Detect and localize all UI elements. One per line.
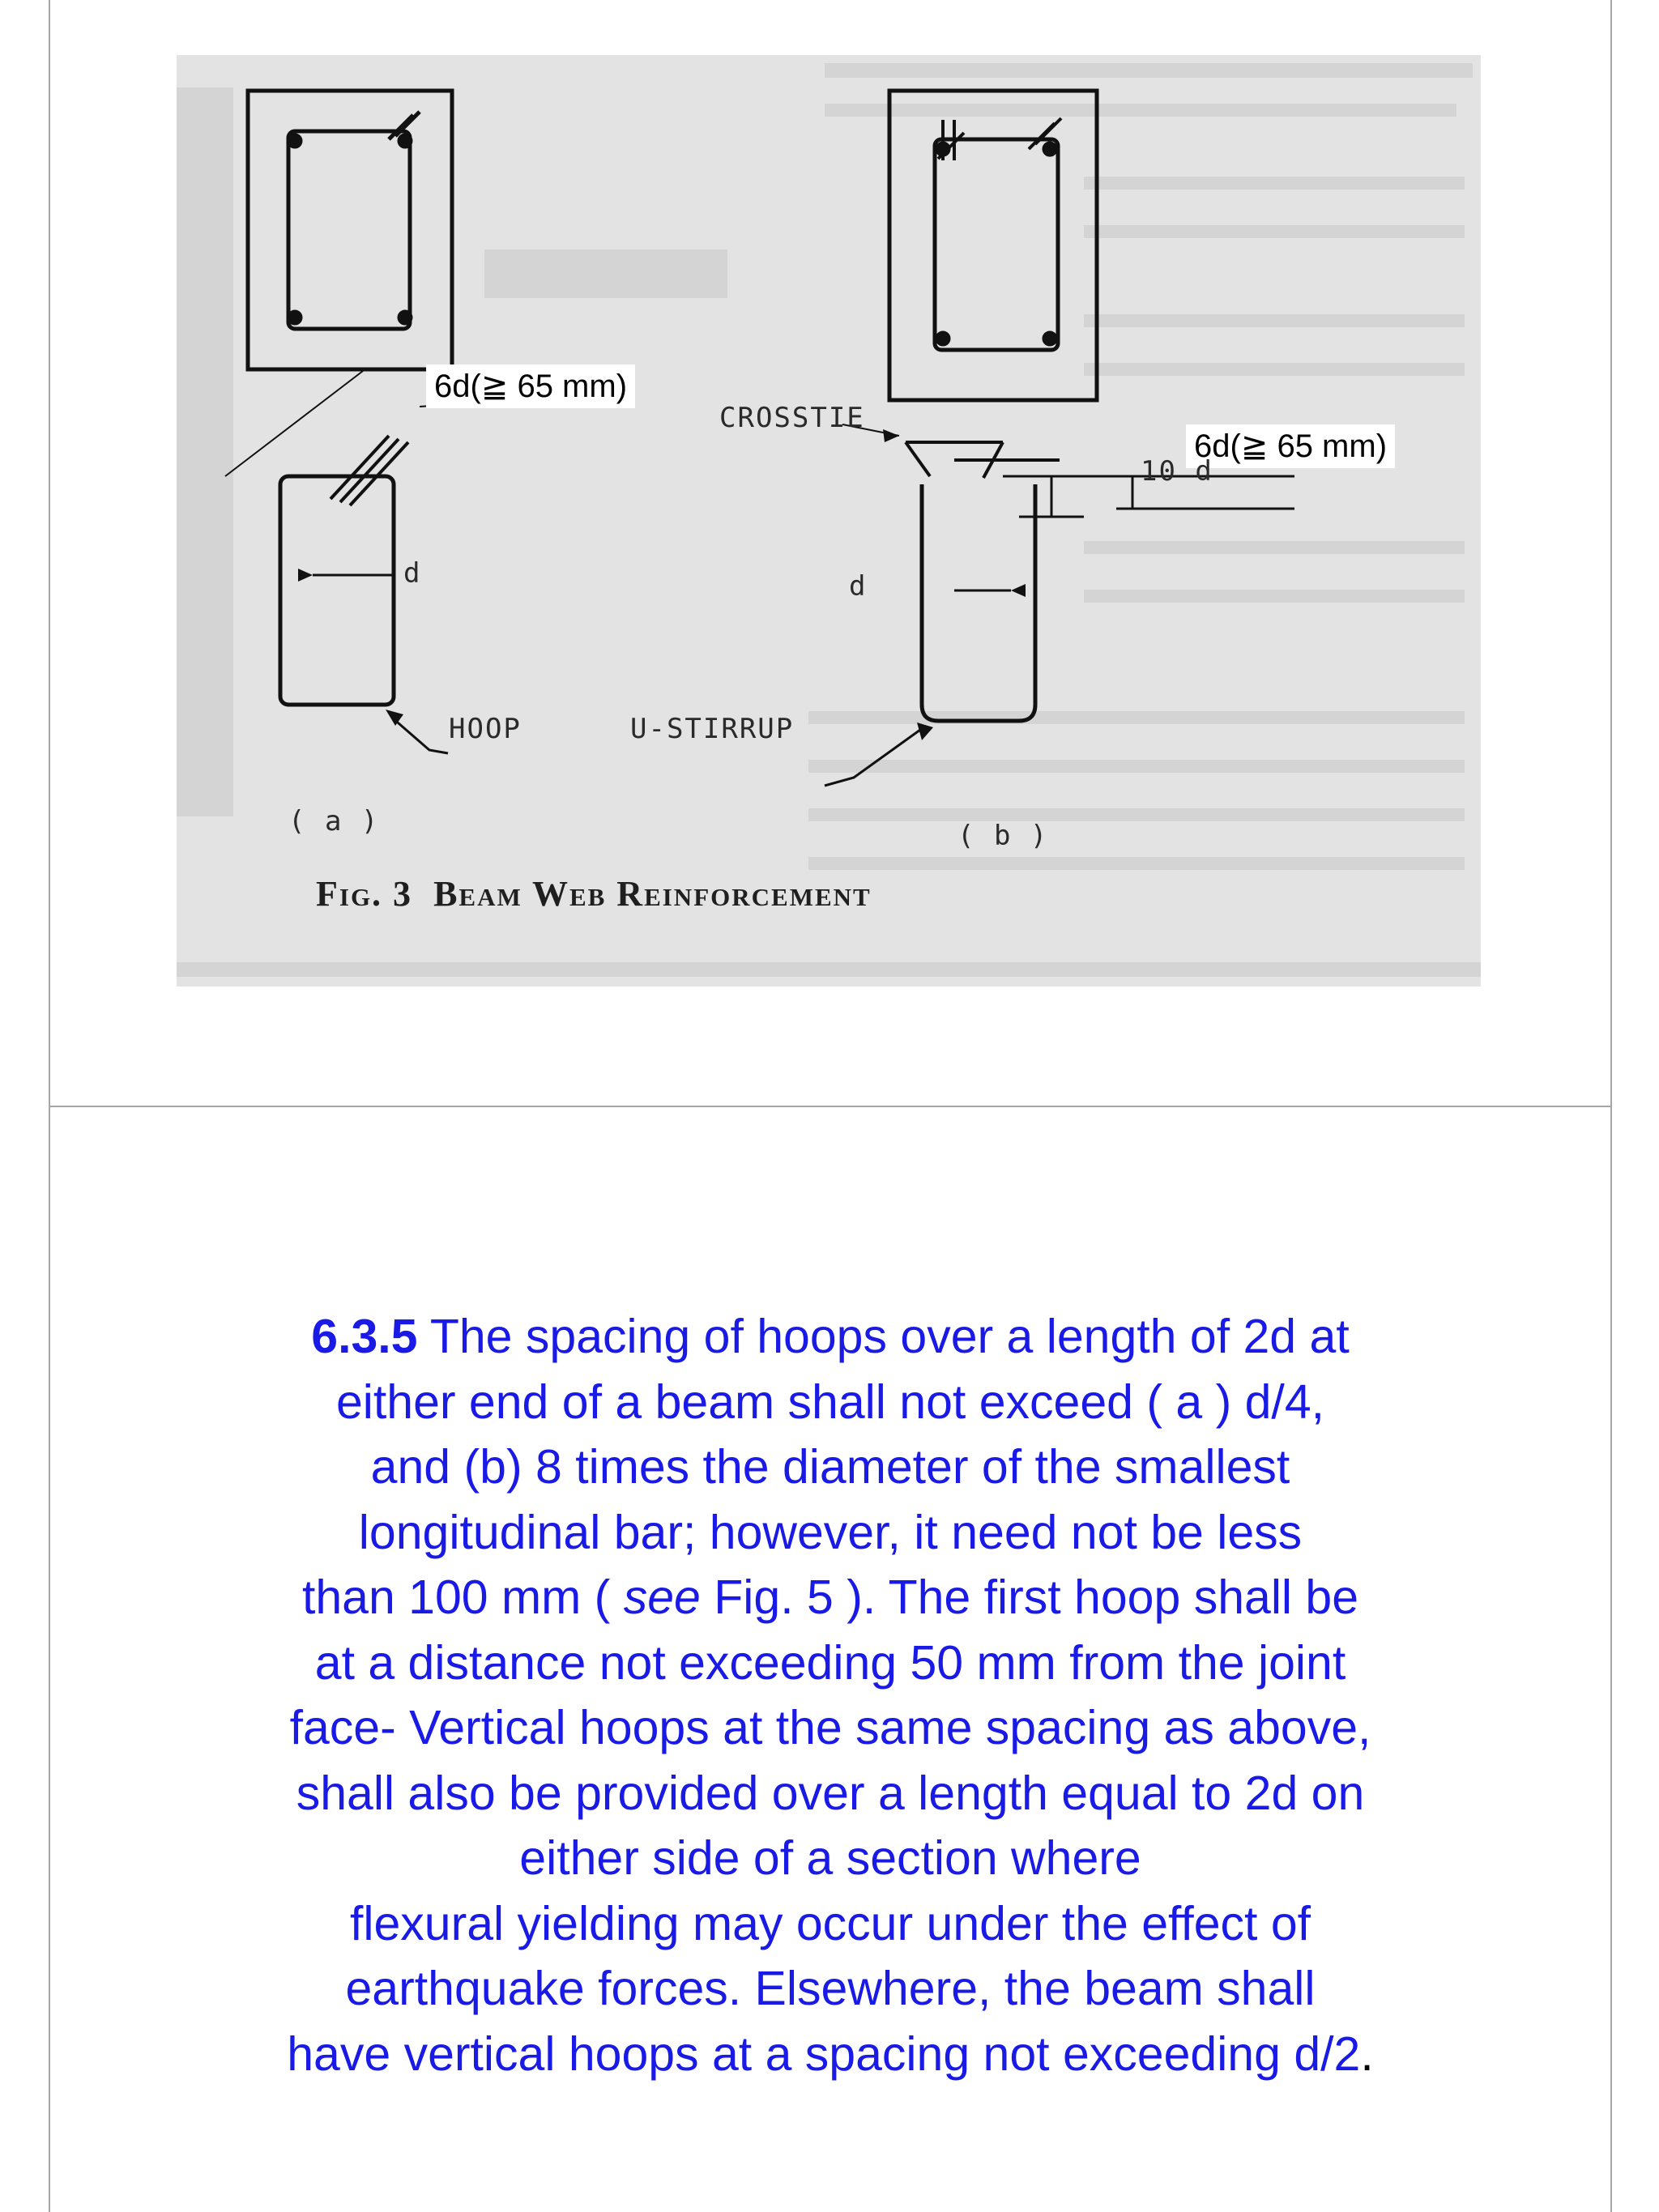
- clause-line-7: face- Vertical hoops at the same spacing as above,: [289, 1701, 1371, 1754]
- clause-line-5-post: Fig. 5 ). The first hoop shall be: [700, 1571, 1359, 1624]
- figure-caption: [316, 873, 1126, 914]
- clause-line-1: [186, 1304, 1474, 1370]
- clause-see-italic: see: [623, 1571, 701, 1624]
- u-stirrup-crosstie-detail: [825, 424, 1294, 786]
- callout-right-hook-extension: 6d(≧ 65 mm): [1186, 424, 1395, 468]
- clause-line-5-pre: than 100 mm (: [301, 1571, 624, 1624]
- label-crosstie: CROSSTIE: [719, 402, 865, 434]
- clause-line-12-text: have vertical hoops at a spacing not exceeding d/2: [287, 2027, 1361, 2081]
- label-u-stirrup: U-STIRRUP: [630, 713, 795, 745]
- label-section-a: ( a ): [288, 805, 380, 837]
- scanned-figure: [177, 55, 1481, 987]
- clause-number: 6.3.5: [311, 1310, 418, 1363]
- figure-title: Beam Web Reinforcement: [433, 874, 872, 914]
- section-b-cross-section: [889, 91, 1097, 400]
- clause-line-9: either side of a section where: [519, 1831, 1141, 1885]
- clause-final-period: .: [1360, 2027, 1374, 2081]
- label-section-b: ( b ): [957, 820, 1049, 852]
- label-d-right: d: [849, 570, 868, 603]
- clause-line-6: at a distance not exceeding 50 mm from the joint: [314, 1635, 1346, 1690]
- beam-web-reinforcement-drawing: [177, 55, 1481, 987]
- label-10d: 10 d: [1141, 455, 1213, 488]
- clause-line-10: flexural yielding may occur under the effect of: [349, 1896, 1311, 1950]
- clause-line-3: and (b) 8 times the diameter of the smallest: [370, 1440, 1290, 1494]
- clause-line-2: either end of a beam shall not exceed ( a ) d/4,: [335, 1375, 1325, 1429]
- figure-number: Fig. 3: [316, 874, 413, 914]
- scan-background-noise: [177, 63, 1481, 977]
- label-hoop: HOOP: [449, 713, 522, 745]
- clause-line-8: shall also be provided over a length equal to 2d on: [296, 1766, 1365, 1820]
- clause-line-12: [186, 2022, 1474, 2087]
- section-a-cross-section: [248, 91, 452, 369]
- clause-6-3-5-text: [186, 1304, 1474, 2086]
- clause-line-11: earthquake forces. Elsewhere, the beam shall: [345, 1962, 1316, 2015]
- label-d-left: d: [403, 557, 422, 590]
- clause-line-4: longitudinal bar; however, it need not be less: [358, 1505, 1303, 1559]
- clause-line-1-text: The spacing of hoops over a length of 2d at: [417, 1310, 1350, 1363]
- clause-line-5: [186, 1565, 1474, 1630]
- slide-divider: [49, 1106, 1612, 1107]
- callout-left-hook-extension: 6d(≧ 65 mm): [426, 364, 635, 408]
